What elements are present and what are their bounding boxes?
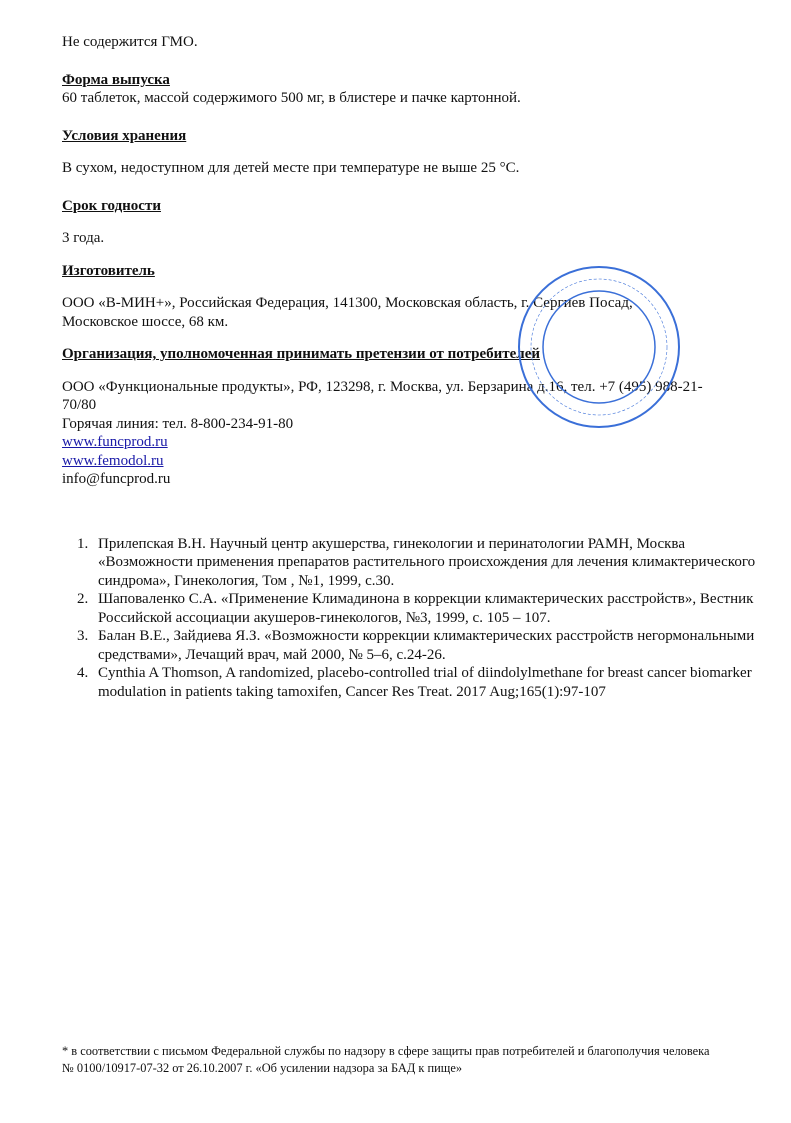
reference-list — [62, 535, 772, 702]
maker-heading: Изготовитель — [62, 262, 155, 279]
form-text: 60 таблеток, массой содержимого 500 мг, в блистере и пачке картонной. — [62, 90, 521, 106]
org-line1: ООО «Функциональные продукты», РФ, 123298, г. Москва, ул. Берзарина д.16, тел. +7 (495) 988-21- — [62, 378, 703, 395]
document-body — [62, 33, 784, 701]
reference-item: 3. Балан В.Е., Зайдиева Я.З. «Возможности коррекции климактерических расстройств негормональными средствами», Лечащий врач, май 2000, № 5–6, с.24-26. — [92, 627, 772, 664]
storage-text: В сухом, недоступном для детей месте при температуре не выше 25 °С. — [62, 160, 520, 176]
gmo-note: Не содержится ГМО. — [62, 34, 198, 50]
maker-line1: ООО «В-МИН+», Российская Федерация, 141300, Московская область, г. Сергиев Посад, — [62, 295, 633, 311]
shelf-heading: Срок годности — [62, 197, 161, 214]
storage-heading: Условия хранения — [62, 127, 187, 144]
org-line2: 70/80 — [62, 397, 97, 413]
link-femodol[interactable]: www.femodol.ru — [62, 452, 164, 469]
footnote — [62, 1043, 787, 1077]
org-heading: Организация, уполномоченная принимать претензии от потребителей — [62, 346, 541, 362]
email[interactable]: info@funcprod.ru — [62, 471, 171, 487]
reference-item: 1. Прилепская В.Н. Научный центр акушерства, гинекологии и перинатологии РАМН, Москва «Возможности применения препаратов растительного происхождения для лечения климактерического синдрома», Гинекология, Том , №1, 1999, с.30. — [92, 535, 772, 591]
footnote-line2: № 0100/10917-07-32 от 26.10.2007 г. «Об усилении надзора за БАД к пище» — [62, 1061, 463, 1075]
footnote-line1: * в соответствии с письмом Федеральной службы по надзору в сфере защиты прав потребителей и благополучия человека — [62, 1044, 710, 1058]
reference-item: 4. Cynthia A Thomson, A randomized, placebo-controlled trial of diindolylmethane for breast cancer biomarker modulation in patients taking tamoxifen, Cancer Res Treat. 2017 Aug;165(1):97-107 — [92, 664, 772, 701]
shelf-text: 3 года. — [62, 230, 105, 246]
maker-line2: Московское шоссе, 68 км. — [62, 313, 229, 330]
reference-item: 2. Шаповаленко С.А. «Применение Климадинона в коррекции климактерических расстройств», Вестник Российской ассоциации акушеров-гинекологов, №3, 1999, с. 105 – 107. — [92, 590, 772, 627]
form-heading: Форма выпуска — [62, 71, 170, 88]
hotline: Горячая линия: тел. 8-800-234-91-80 — [62, 415, 294, 432]
link-funcprod[interactable]: www.funcprod.ru — [62, 434, 168, 450]
